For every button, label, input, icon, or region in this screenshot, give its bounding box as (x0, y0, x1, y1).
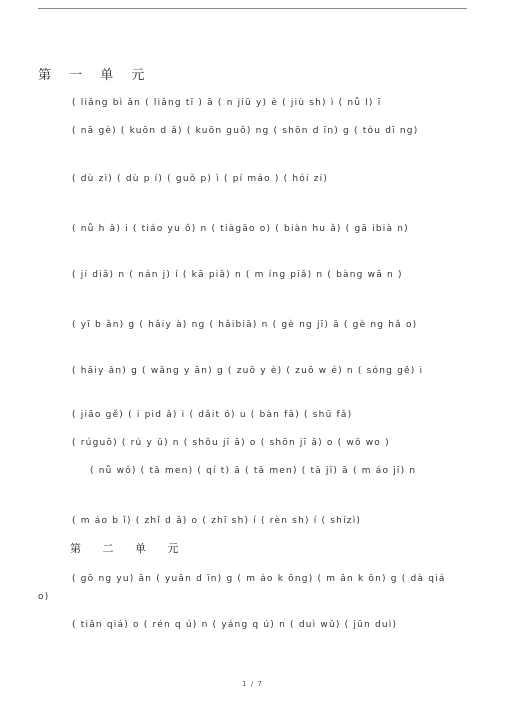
page-number: 1 / 7 (242, 680, 263, 688)
pinyin-line-9: ( rúguǒ) ( rú y ǔ) n ( shǒu jī ǎ) o ( shōn jī ǎ) o ( wǒ wo ) (72, 438, 390, 448)
pinyin-line-12: ( gō ng yu) ǎn ( yuǎn d īn) g ( m áo k ǒng) ( m ǎn k ǒn) g ( dà qiá o) (38, 574, 446, 602)
header-rule (38, 8, 467, 9)
pinyin-line-8: ( jiāo gě) ( i pid ǎ) i ( dǎit ó) u ( bàn fǎ) ( shū fǎ) (72, 410, 353, 420)
pinyin-line-7: ( hǎiy ǎn) g ( wǎng y ǎn) g ( zuǒ y è) ( zuǒ w é) n ( sóng gě) i (72, 366, 424, 376)
pinyin-line-3: ( dù zì) ( dù p í) ( guǒ p) ì ( pí máo ) ( hói zi) (72, 174, 329, 184)
pinyin-line-10: ( nǚ wǒ) ( tā men) ( qí t) ā ( tā men) ( tā jī) ā ( m áo jī) n (90, 466, 417, 476)
pinyin-line-13: ( tiǎn qiá) o ( rén q ú) n ( yáng q ú) n ( duì wǔ) ( jūn duì) (72, 620, 398, 630)
pinyin-line-4: ( nǚ h ǎ) i ( tiáo yu ǒ) n ( tiàgāo o) ( biàn hu ǎ) ( gā ibià n) (72, 224, 409, 234)
section-title-1: 第 一 单 元 (38, 68, 152, 83)
pinyin-line-5: ( jí diǎ) n ( nán j) í ( kā piǎ) n ( m íng piǎ) n ( bàng wǎ n ) (72, 270, 403, 280)
pinyin-line-6: ( yī b ǎn) g ( hǎiy à) ng ( hǎibiā) n ( gè ng jī) ā ( gè ng hǎ o) (72, 320, 418, 330)
pinyin-line-2: ( nā gè) ( kuōn d ǎ) ( kuōn guǒ) ng ( shōn d īn) g ( tóu dī ng) (72, 126, 419, 136)
section-title-2: 第 二 单 元 (70, 542, 188, 555)
pinyin-line-11: ( m áo b ǐ) ( zhǐ d ǎ) o ( zhī sh) í ( rèn sh) í ( shízì) (72, 516, 362, 526)
pinyin-line-1: ( liǎng bì ǎn ( liǎng tī ) ā ( n jiū y) è ( jiù sh) ì ( nǚ l) ī (72, 98, 382, 108)
